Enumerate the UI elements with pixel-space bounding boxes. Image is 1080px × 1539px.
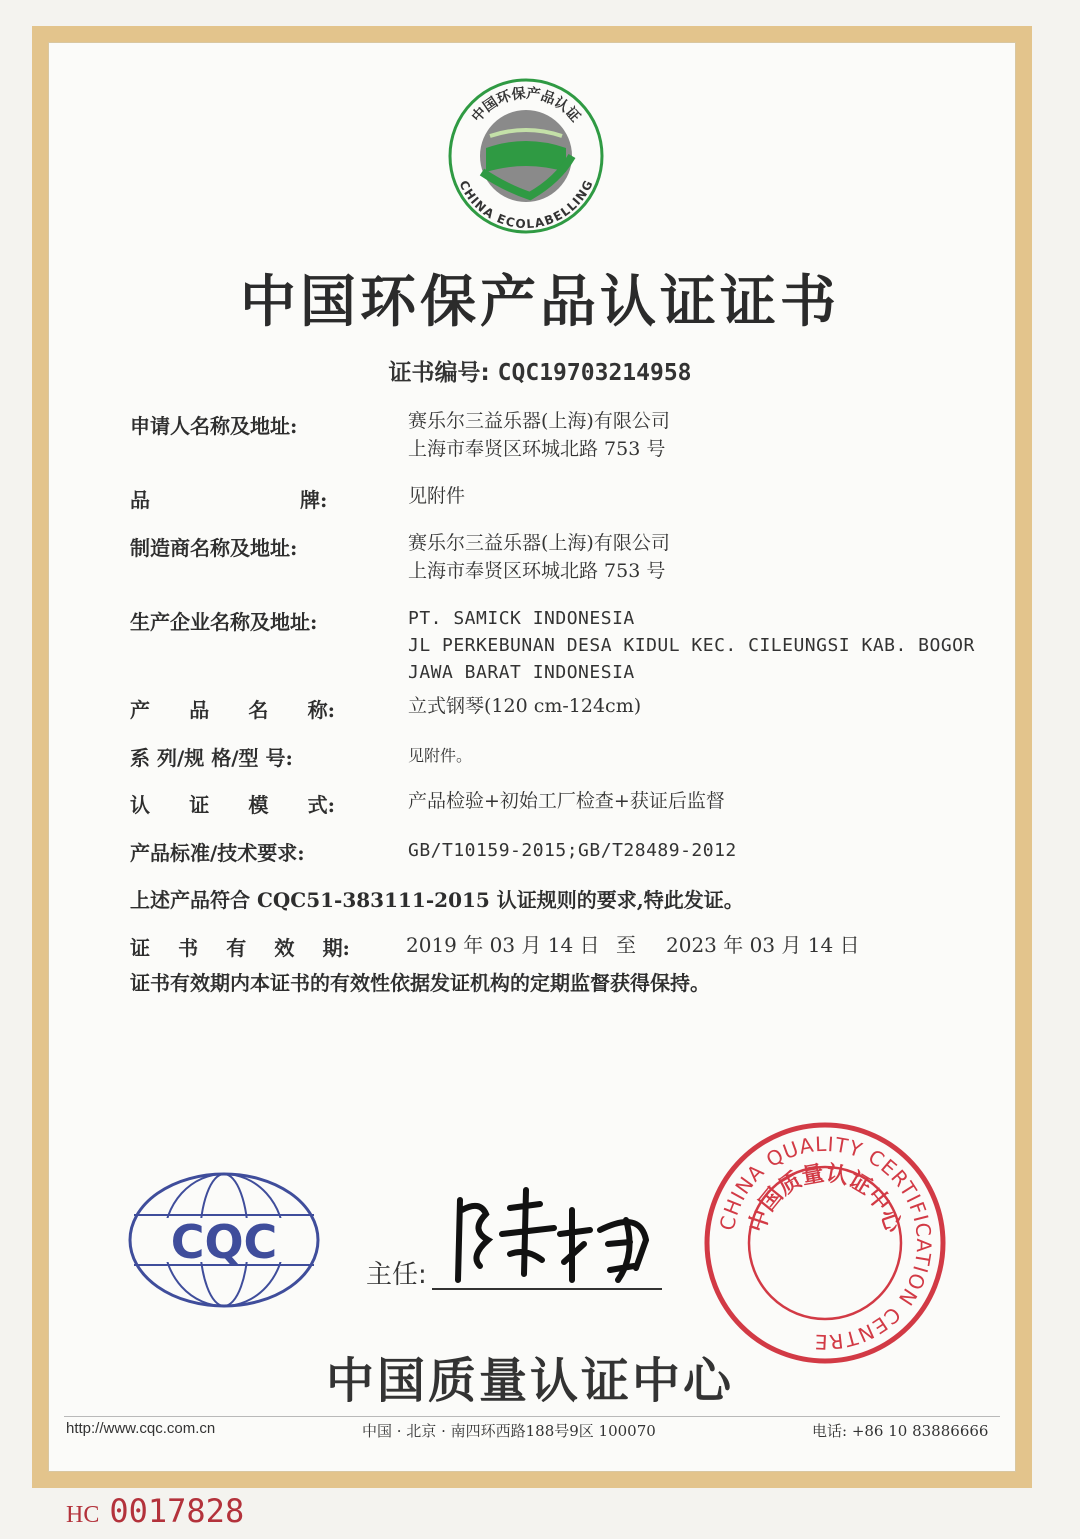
mode-label-char: 证 (189, 793, 210, 817)
brand-label (130, 484, 340, 513)
footer-address: 中国 · 北京 · 南四环西路188号9区 100070 (362, 1422, 656, 1440)
brand-label-b: 牌: (300, 488, 328, 512)
applicant-label: 申请人名称及地址: (130, 414, 298, 438)
eco-logo-bottom-text: CHINA ECOLABELLING (456, 178, 596, 232)
product-name-label-char: 称: (307, 698, 335, 722)
conformity-statement: 上述产品符合 CQC51-383111-2015 认证规则的要求,特此发证。 (130, 888, 744, 912)
validity-from: 2019 年 03 月 14 日 (406, 933, 600, 957)
signature-line (432, 1288, 662, 1290)
standard-value: GB/T10159-2015;GB/T28489-2012 (408, 840, 737, 861)
applicant-name: 赛乐尔三益乐器(上海)有限公司 (408, 410, 670, 432)
certification-seal (700, 1118, 950, 1368)
cqc-logo (126, 1170, 322, 1310)
product-name-label-char: 名 (248, 698, 269, 722)
product-name-value: 立式钢琴(120 cm-124cm) (408, 695, 642, 717)
eco-logo-top-text: 中国环保产品认证 (468, 85, 584, 126)
footer-divider (64, 1416, 1000, 1417)
validity-to: 2023 年 03 月 14 日 (666, 933, 860, 957)
brand-label-a: 品 (130, 488, 150, 512)
certificate-number (0, 354, 1080, 387)
factory-line-2: JL PERKEBUNAN DESA KIDUL KEC. CILEUNGSI KAB. BOGOR (408, 635, 975, 656)
certificate-number-label: 证书编号: (388, 360, 490, 386)
validity-label-char: 期: (322, 936, 350, 960)
serial-number (66, 1492, 244, 1530)
mode-label-char: 认 (130, 793, 150, 817)
issuer-name: 中国质量认证中心 (325, 1353, 734, 1409)
director-signature (440, 1170, 670, 1290)
validity-label-char: 书 (178, 936, 199, 960)
factory-line-3: JAWA BARAT INDONESIA (408, 662, 635, 683)
factory-line-1: PT. SAMICK INDONESIA (408, 608, 635, 629)
mode-label-char: 式: (307, 793, 335, 817)
seal-inner-text: 中国质量认证中心 (744, 1161, 906, 1236)
china-ecolabelling-logo (446, 76, 606, 236)
validity-label-char: 有 (226, 936, 247, 960)
validity-note: 证书有效期内本证书的有效性依据发证机构的定期监督获得保持。 (130, 971, 710, 995)
certificate-number-value: CQC19703214958 (497, 360, 692, 386)
validity-label (130, 932, 350, 961)
validity-to-word: 至 (616, 933, 636, 957)
validity-label-char: 证 (130, 936, 150, 960)
product-name-label (130, 694, 335, 723)
series-value: 见附件。 (408, 746, 473, 765)
product-name-label-char: 品 (189, 698, 210, 722)
certification-mode-label (130, 789, 335, 818)
serial-prefix: HC (66, 1502, 100, 1528)
serial-digits: 0017828 (109, 1492, 245, 1530)
cqc-logo-text: CQC (170, 1215, 278, 1269)
seal-outer-text: CHINA QUALITY CERTIFICATION CENTRE (714, 1131, 937, 1355)
certification-mode-value: 产品检验+初始工厂检查+获证后监督 (408, 790, 725, 812)
factory-label: 生产企业名称及地址: (130, 610, 318, 634)
product-name-label-char: 产 (130, 698, 150, 722)
validity-label-char: 效 (274, 936, 295, 960)
manufacturer-address: 上海市奉贤区环城北路 753 号 (408, 560, 666, 582)
certificate-title: 中国环保产品认证证书 (240, 270, 840, 335)
series-label: 系 列/规 格/型 号: (130, 746, 293, 770)
manufacturer-name: 赛乐尔三益乐器(上海)有限公司 (408, 532, 670, 554)
brand-value: 见附件 (408, 485, 466, 507)
manufacturer-label: 制造商名称及地址: (130, 536, 298, 560)
footer-url: http://www.cqc.com.cn (66, 1420, 216, 1437)
footer-phone: 电话: +86 10 83886666 (812, 1422, 989, 1440)
standard-label: 产品标准/技术要求: (130, 841, 305, 865)
mode-label-char: 模 (248, 793, 269, 817)
applicant-address: 上海市奉贤区环城北路 753 号 (408, 438, 666, 460)
director-label: 主任: (366, 1260, 427, 1290)
